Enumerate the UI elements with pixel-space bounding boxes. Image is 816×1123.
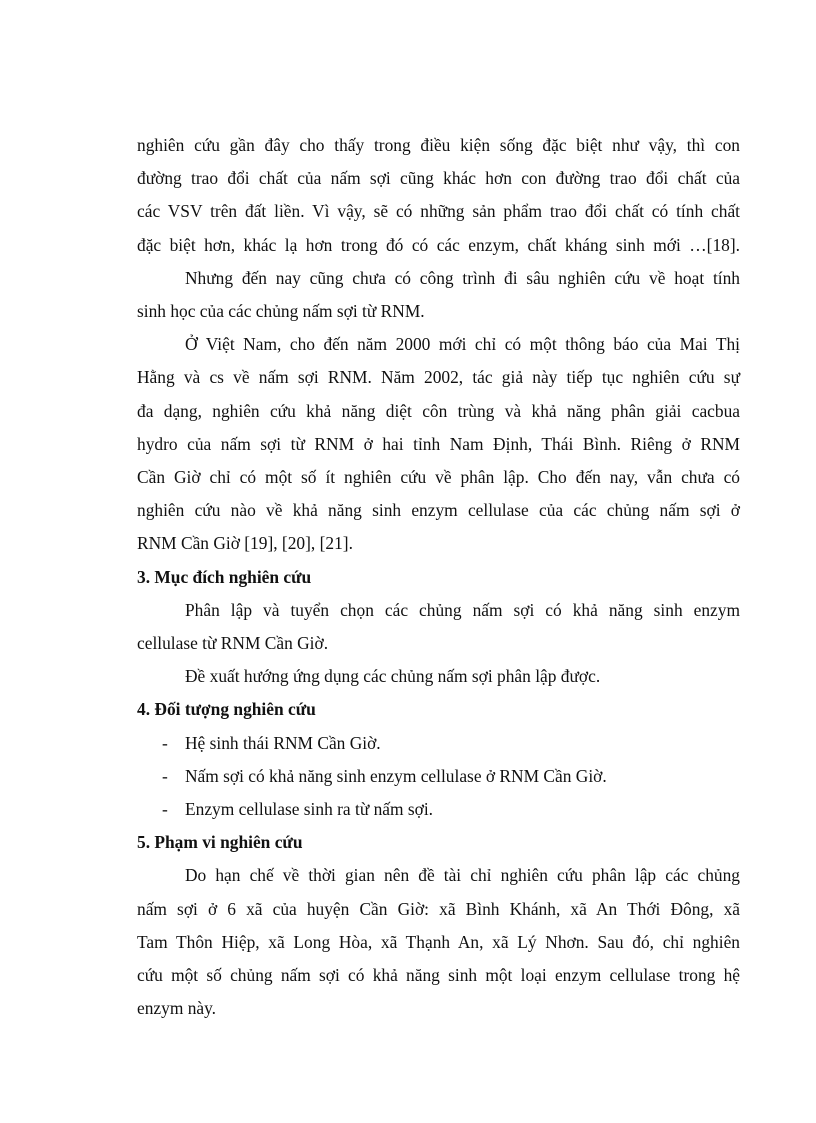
text-line: enzym này.	[137, 998, 217, 1019]
text-line: các VSV trên đất liền. Vì vậy, sẽ có những sản phẩm trao đổi chất có tính chất	[137, 201, 740, 222]
text-line: nấm sợi ở 6 xã của huyện Cần Giờ: xã Bình Khánh, xã An Thới Đông, xã	[137, 898, 740, 919]
document-page	[137, 129, 740, 1025]
text-line: đa dạng, nghiên cứu khả năng diệt côn trùng và khả năng phân giải cacbua	[137, 400, 740, 421]
list-item-text: Enzym cellulase sinh ra từ nấm sợi.	[185, 799, 434, 820]
paragraph-2	[137, 262, 740, 328]
list-item	[137, 793, 740, 826]
list-item-text: Hệ sinh thái RNM Cần Giờ.	[185, 732, 381, 753]
text-line: cứu một số chủng nấm sợi có khả năng sinh một loại enzym cellulase trong hệ	[137, 965, 740, 986]
text-line: đặc biệt hơn, khác lạ hơn trong đó có các enzym, chất kháng sinh mới …[18].	[137, 234, 740, 255]
section-3-paragraph-1	[137, 594, 740, 660]
text-line: RNM Cần Giờ [19], [20], [21].	[137, 533, 353, 554]
text-line: Cần Giờ chỉ có một số ít nghiên cứu về phân lập. Cho đến nay, vẫn chưa có	[137, 467, 740, 488]
dash-bullet-icon: -	[162, 765, 168, 786]
section-4-heading: 4. Đối tượng nghiên cứu	[137, 699, 316, 720]
section-3-heading: 3. Mục đích nghiên cứu	[137, 566, 312, 587]
text-line: Ở Việt Nam, cho đến năm 2000 mới chỉ có một thông báo của Mai Thị	[185, 334, 740, 355]
section-5-paragraph	[137, 859, 740, 1025]
text-line: sinh học của các chủng nấm sợi từ RNM.	[137, 301, 425, 322]
list-item-text: Nấm sợi có khả năng sinh enzym cellulase ở RNM Cần Giờ.	[185, 765, 607, 786]
text-line: nghiên cứu nào về khả năng sinh enzym cellulase của các chủng nấm sợi ở	[137, 500, 740, 521]
list-item	[137, 760, 740, 793]
text-line: đường trao đổi chất của nấm sợi cũng khác hơn con đường trao đổi chất của	[137, 168, 740, 189]
text-line: Hằng và cs về nấm sợi RNM. Năm 2002, tác giả này tiếp tục nghiên cứu sự	[137, 367, 740, 388]
text-line: Phân lập và tuyển chọn các chủng nấm sợi có khả năng sinh enzym	[185, 599, 740, 620]
paragraph-3	[137, 328, 740, 560]
section-5-heading: 5. Phạm vi nghiên cứu	[137, 832, 303, 853]
text-line: Đề xuất hướng ứng dụng các chủng nấm sợi phân lập được.	[185, 666, 601, 687]
text-line: hydro của nấm sợi từ RNM ở hai tỉnh Nam Định, Thái Bình. Riêng ở RNM	[137, 433, 740, 454]
text-line: Tam Thôn Hiệp, xã Long Hòa, xã Thạnh An, xã Lý Nhơn. Sau đó, chỉ nghiên	[137, 931, 740, 952]
text-line: Nhưng đến nay cũng chưa có công trình đi sâu nghiên cứu về hoạt tính	[185, 267, 740, 288]
section-3-paragraph-2	[137, 660, 740, 693]
dash-bullet-icon: -	[162, 732, 168, 753]
intro-paragraph	[137, 129, 740, 262]
dash-bullet-icon: -	[162, 799, 168, 820]
list-item	[137, 727, 740, 760]
text-line: cellulase từ RNM Cần Giờ.	[137, 633, 329, 654]
text-line: nghiên cứu gần đây cho thấy trong điều kiện sống đặc biệt như vậy, thì con	[137, 135, 740, 155]
text-line: Do hạn chế về thời gian nên đề tài chỉ nghiên cứu phân lập các chủng	[185, 865, 740, 886]
